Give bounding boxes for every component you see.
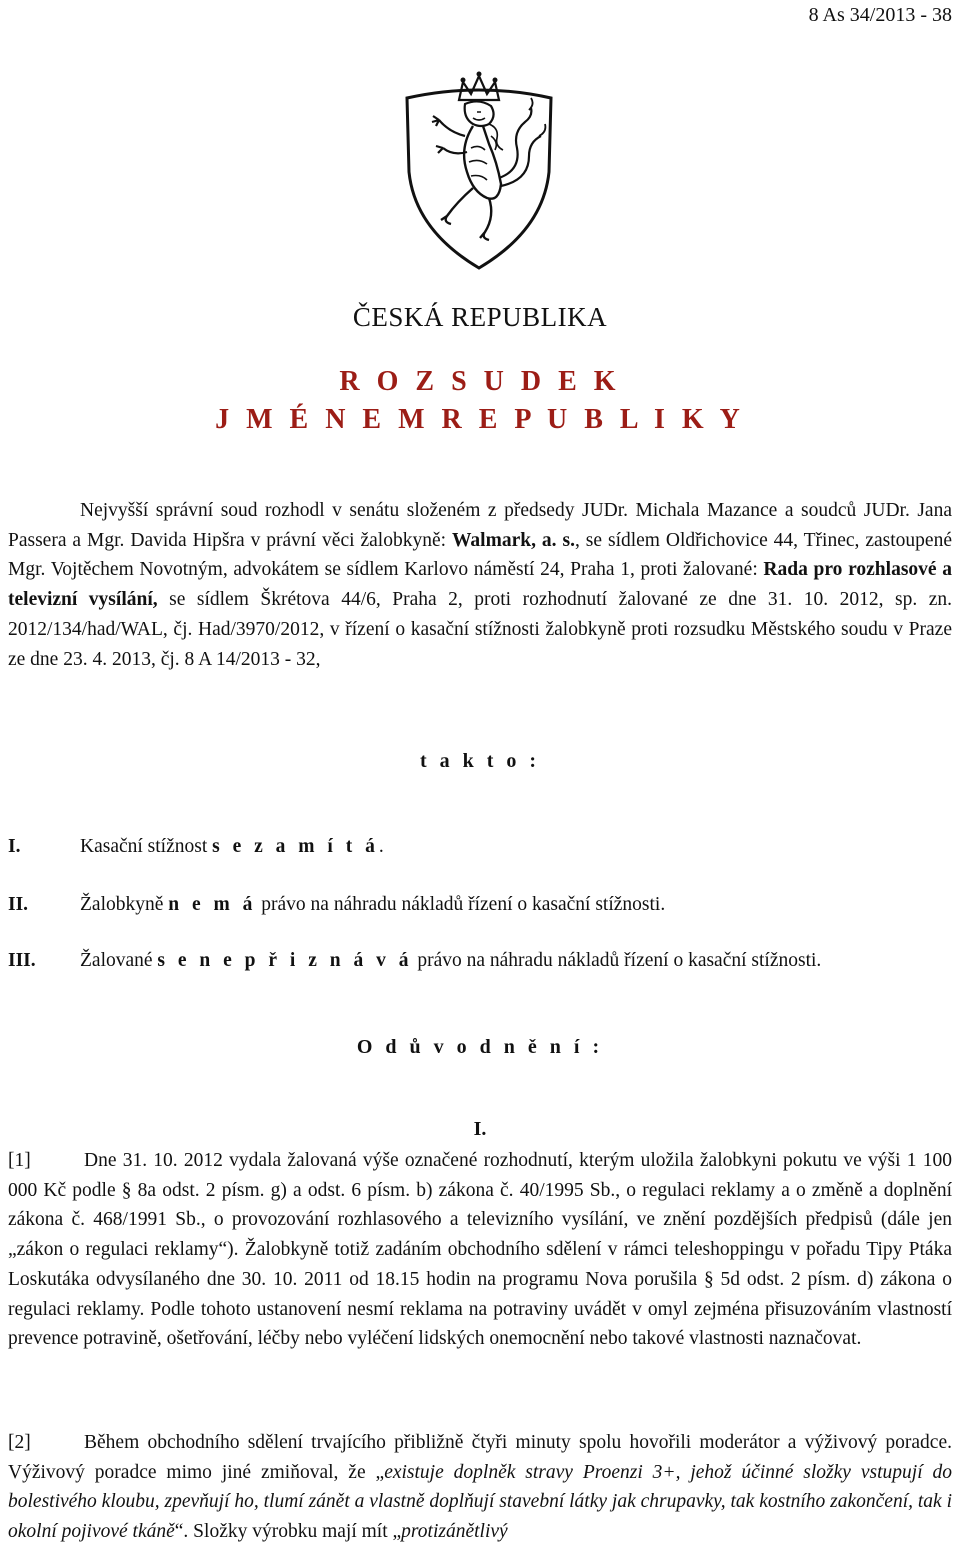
intro-text-3: se sídlem Škrétova 44/6, Praha 2, proti rozhodnutí žalované ze dne 31. 10. 2012, sp. zn. 2012/134/had/WAL, čj. Had/3970/2012, v řízení o kasační stížnosti žalobkyně proti rozsudku Městského soudu v Praze ze dne 23. 4. 2013, čj. 8 A 14/2013 - 32, — [8, 589, 952, 670]
defendant-name: Rada pro rozhlasové a televizní vysílání, — [8, 559, 952, 611]
paragraph-number: [1] — [8, 1150, 31, 1171]
paragraph-text: Dne 31. 10. 2012 vydala žalovaná výše označené rozhodnutí, kterým uložila žalobkyni pokutu ve výši 1 100 000 Kč podle § 8a odst. 2 písm. g) a odst. 6 písm. b) zákona č. 40/1995 Sb., o regulaci reklamy a o změně a doplnění zákona č. 468/1991 Sb., o provozování rozhlasového a televizního vysílání, ve znění pozdějších předpisů (dále jen „zákon o regulaci reklamy“). Žalobkyně totiž zadáním obchodního sdělení v rámci teleshoppingu v pořadu Tipy Ptáka Loskutáka odvysílaného dne 30. 10. 2011 od 18.15 hodin na programu Nova porušila § 5d odst. 2 písm. d) zákona o regulaci reklamy. Podle tohoto ustanovení nesmí reklama na potraviny uvádět v omyl zejména přisuzováním vlastností prevence potravině, ošetřování, léčby nebo vyléčení lidských onemocnění nebo takové vlastnosti naznačovat. — [8, 1150, 952, 1350]
verdict-text: Žalobkyně n e m á právo na náhradu nákladů řízení o kasační stížnosti. — [80, 894, 666, 915]
quoted-text: protizánětlivý — [401, 1521, 508, 1543]
takto-heading: t a k t o : — [419, 750, 541, 772]
plaintiff-name: Walmark, a. s. — [451, 529, 575, 551]
verdict-text: Žalované s e n e p ř i z n á v á právo na náhradu nákladů řízení o kasační stížnosti. — [80, 950, 822, 971]
country-heading: ČESKÁ REPUBLIKA — [352, 302, 608, 332]
in-the-name-of-republic-title: J M É N E M R E P U B L I K Y — [215, 404, 745, 435]
introductory-paragraph — [8, 496, 952, 674]
paragraph-1 — [8, 1146, 952, 1354]
paragraph-2 — [8, 1428, 952, 1547]
paragraph-text: “. Složky výrobku mají mít „ — [174, 1521, 402, 1543]
intro-text-2: , se sídlem Oldřichovice 44, Třinec, zastoupené Mgr. Vojtěchem Novotným, advokátem se sídlem Karlovo náměstí 24, Praha 1, proti žalované: — [8, 529, 952, 581]
quoted-text: existuje doplněk stravy Proenzi 3+, jehož účinné složky vstupují do bolestivého kloubu, zpevňují ho, tlumí zánět a vlastně doplňují stavební látky jak chrupavky, tak kostního zakončení, tak i okolní pojivové tkáně — [8, 1461, 953, 1543]
paragraph-text: Během obchodního sdělení trvajícího přibližně čtyři minuty spolu hovořili moderátor a výživový poradce. Výživový poradce mimo jiné zmiňoval, že „ — [8, 1432, 952, 1483]
judgment-title: R O Z S U D E K — [339, 366, 621, 397]
paragraph-number: [2] — [8, 1432, 31, 1453]
intro-text-1: Nejvyšší správní soud rozhodl v senátu složeném z předsedy JUDr. Michala Mazance a soudců JUDr. Jana Passera a Mgr. Davida Hipšra v právní věci žalobkyně: — [8, 500, 952, 551]
section-number: I. — [473, 1118, 487, 1140]
verdict-text: Kasační stížnost s e z a m í t á. — [80, 836, 384, 857]
verdict-number: I. — [8, 836, 21, 857]
verdict-number: III. — [8, 950, 36, 971]
czech-lion-coat-of-arms-icon — [403, 52, 555, 272]
case-reference: 8 As 34/2013 - 38 — [808, 4, 952, 26]
reasoning-heading: O d ů v o d n ě n í : — [356, 1036, 604, 1058]
verdict-number: II. — [8, 894, 29, 915]
